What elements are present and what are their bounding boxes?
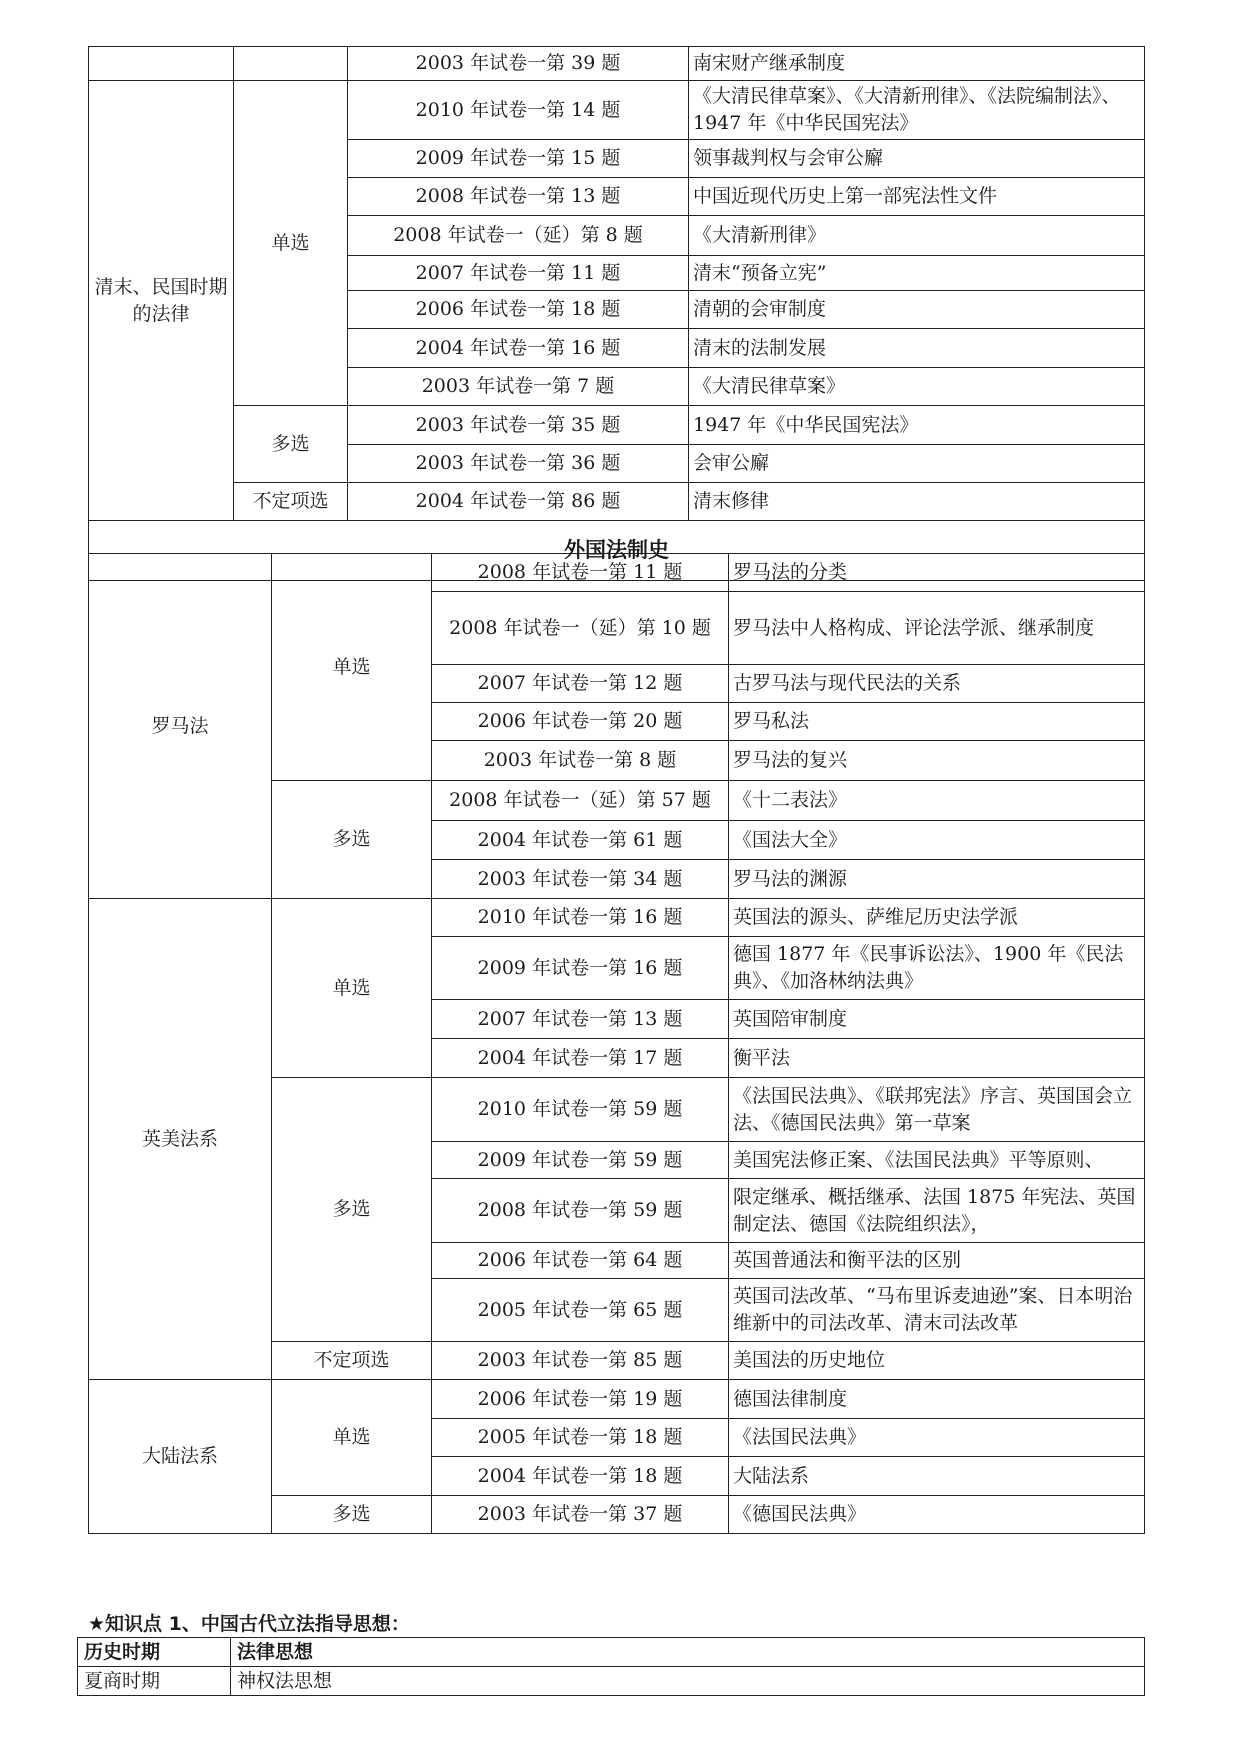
question-cell: 2008 年试卷一第 59 题 — [432, 1179, 729, 1243]
type-multi: 多选 — [272, 1496, 432, 1534]
qing-republic-table — [88, 46, 1145, 581]
period-cell: 夏商时期 — [78, 1667, 231, 1696]
type-single: 单选 — [272, 899, 432, 1078]
topic-cell: 领事裁判权与会审公廨 — [689, 140, 1145, 178]
question-cell: 2009 年试卷一第 16 题 — [432, 937, 729, 1000]
topic-cell: 英国普通法和衡平法的区别 — [729, 1243, 1145, 1279]
header-period: 历史时期 — [78, 1638, 231, 1667]
category-roman-law: 罗马法 — [89, 554, 272, 899]
question-cell: 2006 年试卷一第 18 题 — [348, 291, 689, 329]
question-cell: 2008 年试卷一（延）第 57 题 — [432, 781, 729, 821]
topic-cell: 《大清新刑律》 — [689, 216, 1145, 256]
topic-cell: 清末的法制发展 — [689, 329, 1145, 368]
topic-cell: 英国陪审制度 — [729, 1000, 1145, 1039]
topic-cell: 中国近现代历史上第一部宪法性文件 — [689, 178, 1145, 216]
table-row — [89, 47, 1145, 81]
question-cell: 2009 年试卷一第 59 题 — [432, 1142, 729, 1179]
question-cell: 2010 年试卷一第 14 题 — [348, 81, 689, 140]
foreign-law-table — [88, 553, 1145, 1534]
type-single: 单选 — [272, 554, 432, 781]
topic-cell: 德国法律制度 — [729, 1380, 1145, 1419]
table-row — [78, 1667, 1145, 1696]
question-cell: 2003 年试卷一第 7 题 — [348, 368, 689, 406]
topic-cell: 罗马私法 — [729, 703, 1145, 741]
table-header-row — [78, 1638, 1145, 1667]
header-thought: 法律思想 — [231, 1638, 1145, 1667]
question-cell: 2003 年试卷一第 36 题 — [348, 445, 689, 483]
category-anglo-american: 英美法系 — [89, 899, 272, 1380]
question-cell: 2010 年试卷一第 16 题 — [432, 899, 729, 937]
topic-cell: 美国宪法修正案、《法国民法典》平等原则、 — [729, 1142, 1145, 1179]
question-cell: 2003 年试卷一第 8 题 — [432, 741, 729, 781]
topic-cell: 1947 年《中华民国宪法》 — [689, 406, 1145, 445]
table-row — [89, 1380, 1145, 1419]
knowledge-point-title: ★知识点 1、中国古代立法指导思想： — [88, 1613, 410, 1635]
foreign-legal-history-heading: 外国法制史 — [89, 521, 1145, 581]
topic-cell: 罗马法的复兴 — [729, 741, 1145, 781]
question-cell: 2003 年试卷一第 37 题 — [432, 1496, 729, 1534]
question-cell: 2004 年试卷一第 86 题 — [348, 483, 689, 521]
table-row — [89, 406, 1145, 445]
topic-cell: 《大清民律草案》、《大清新刑律》、《法院编制法》、1947 年《中华民国宪法》 — [689, 81, 1145, 140]
topic-cell: 南宋财产继承制度 — [689, 47, 1145, 81]
question-cell: 2003 年试卷一第 34 题 — [432, 860, 729, 899]
question-cell: 2003 年试卷一第 85 题 — [432, 1342, 729, 1380]
question-cell: 2010 年试卷一第 59 题 — [432, 1078, 729, 1142]
category-continental: 大陆法系 — [89, 1380, 272, 1534]
question-cell: 2006 年试卷一第 19 题 — [432, 1380, 729, 1419]
type-multi: 多选 — [234, 406, 348, 483]
table-row — [89, 483, 1145, 521]
topic-cell: 英国司法改革、“马布里诉麦迪逊”案、日本明治维新中的司法改革、清末司法改革 — [729, 1279, 1145, 1342]
type-single: 单选 — [272, 1380, 432, 1496]
question-cell: 2006 年试卷一第 20 题 — [432, 703, 729, 741]
topic-cell: 清末修律 — [689, 483, 1145, 521]
topic-cell: 会审公廨 — [689, 445, 1145, 483]
question-cell: 2004 年试卷一第 61 题 — [432, 821, 729, 860]
topic-cell: 《德国民法典》 — [729, 1496, 1145, 1534]
question-cell: 2008 年试卷一第 13 题 — [348, 178, 689, 216]
type-multi: 多选 — [272, 781, 432, 899]
topic-cell: 清末“预备立宪” — [689, 256, 1145, 291]
topic-cell: 德国 1877 年《民事诉讼法》、1900 年《民法典》、《加洛林纳法典》 — [729, 937, 1145, 1000]
legislative-thought-table — [77, 1637, 1145, 1696]
table-row — [89, 899, 1145, 937]
topic-cell: 《十二表法》 — [729, 781, 1145, 821]
topic-cell: 限定继承、概括继承、法国 1875 年宪法、英国制定法、德国《法院组织法》， — [729, 1179, 1145, 1243]
category-qing-republic: 清末、民国时期的法律 — [89, 81, 234, 521]
topic-cell: 罗马法的渊源 — [729, 860, 1145, 899]
question-cell: 2005 年试卷一第 65 题 — [432, 1279, 729, 1342]
table-row — [89, 81, 1145, 140]
question-cell: 2004 年试卷一第 17 题 — [432, 1039, 729, 1078]
table-row — [89, 554, 1145, 592]
question-cell: 2008 年试卷一第 11 题 — [432, 554, 729, 592]
question-cell: 2004 年试卷一第 18 题 — [432, 1457, 729, 1496]
topic-cell: 大陆法系 — [729, 1457, 1145, 1496]
topic-cell: 古罗马法与现代民法的关系 — [729, 665, 1145, 703]
type-single: 单选 — [234, 81, 348, 406]
question-cell: 2005 年试卷一第 18 题 — [432, 1419, 729, 1457]
question-cell: 2008 年试卷一（延）第 10 题 — [432, 592, 729, 665]
question-cell: 2008 年试卷一（延）第 8 题 — [348, 216, 689, 256]
topic-cell: 《法国民法典》 — [729, 1419, 1145, 1457]
question-cell: 2003 年试卷一第 35 题 — [348, 406, 689, 445]
topic-cell: 《大清民律草案》 — [689, 368, 1145, 406]
question-cell: 2009 年试卷一第 15 题 — [348, 140, 689, 178]
question-cell: 2003 年试卷一第 39 题 — [348, 47, 689, 81]
topic-cell: 罗马法中人格构成、评论法学派、继承制度 — [729, 592, 1145, 665]
question-cell: 2007 年试卷一第 12 题 — [432, 665, 729, 703]
topic-cell: 清朝的会审制度 — [689, 291, 1145, 329]
topic-cell: 《法国民法典》、《联邦宪法》序言、英国国会立法、《德国民法典》第一草案 — [729, 1078, 1145, 1142]
topic-cell: 衡平法 — [729, 1039, 1145, 1078]
topic-cell: 美国法的历史地位 — [729, 1342, 1145, 1380]
question-cell: 2007 年试卷一第 11 题 — [348, 256, 689, 291]
topic-cell: 英国法的源头、萨维尼历史法学派 — [729, 899, 1145, 937]
type-multi: 多选 — [272, 1078, 432, 1342]
question-cell: 2007 年试卷一第 13 题 — [432, 1000, 729, 1039]
topic-cell: 《国法大全》 — [729, 821, 1145, 860]
type-indef: 不定项选 — [234, 483, 348, 521]
type-indef: 不定项选 — [272, 1342, 432, 1380]
thought-cell: 神权法思想 — [231, 1667, 1145, 1696]
question-cell: 2004 年试卷一第 16 题 — [348, 329, 689, 368]
topic-cell: 罗马法的分类 — [729, 554, 1145, 592]
question-cell: 2006 年试卷一第 64 题 — [432, 1243, 729, 1279]
